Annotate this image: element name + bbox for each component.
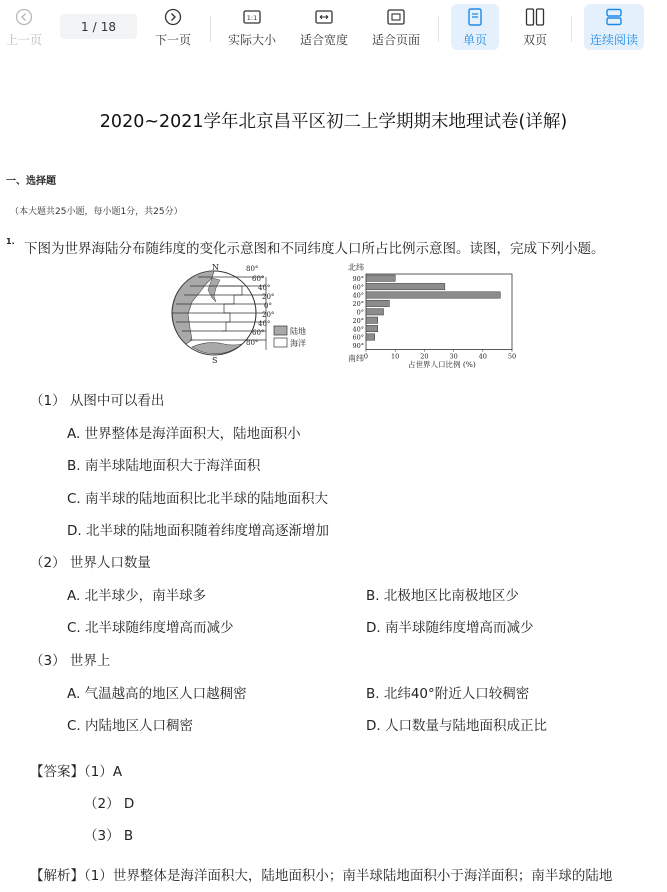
actual-size-label: 实际大小 [227,33,276,47]
chart-x-tick-label: 20 [420,352,429,361]
chevron-right-circle-icon [164,6,182,28]
globe-diagram [172,263,306,365]
globe-lat-label: 80° [246,339,259,347]
globe-south-label: S [212,356,218,365]
sub3-option-c: C. 内陆地区人口稠密 [67,718,194,734]
sub2-option-d: D. 南半球随纬度增高而减少 [366,620,534,636]
page-title: 2020~2021学年北京昌平区初二上学期期末地理试卷(详解) [99,112,568,132]
chart-bar [366,317,378,323]
toolbar-divider [438,16,439,42]
chart-x-tick-label: 10 [391,352,400,361]
chart-bar [366,283,445,289]
globe-lat-label: 60° [252,329,265,337]
actual-size-button[interactable] [224,4,280,50]
sub1-option-a: A. 世界整体是海洋面积大，陆地面积小 [67,426,301,442]
globe-north-label: N [212,263,219,272]
chart-category-label: 90° [352,274,364,283]
analysis-body: （1）世界整体是海洋面积大，陆地面积小；南半球陆地面积小于海洋面积；南半球的陆地 [84,868,613,884]
chart-category-label: 40° [352,325,364,334]
chart-x-tick-label: 0 [363,352,369,361]
question-number: 1. [6,237,15,246]
analysis-text [30,864,612,884]
svg-text:1:1: 1:1 [246,14,258,22]
toolbar-divider [571,16,572,42]
chart-category-label: 60° [352,283,364,292]
page-current: 1 [81,19,89,34]
subquestion-3-label: （3） 世界上 [30,653,111,669]
fit-width-icon [315,6,333,28]
single-page-icon [467,6,483,28]
chart-category-label: 20° [352,316,364,325]
globe-lat-label: 80° [246,265,259,273]
chevron-left-circle-icon [15,6,33,28]
question-stem: 下图为世界海陆分布随纬度的变化示意图和不同纬度人口所占比例示意图。读图，完成下列小题。 [24,241,605,257]
sub1-option-c: C. 南半球的陆地面积比北半球的陆地面积大 [67,491,329,507]
globe-lat-label: 40° [258,320,271,328]
section-note: （本大题共25小题，每小题1分，共25分） [10,207,183,217]
sub3-option-a: A. 气温越高的地区人口越稠密 [67,686,247,702]
sub3-option-d: D. 人口数量与陆地面积成正比 [366,718,547,734]
prev-page-label: 上一页 [5,33,42,47]
chart-x-tick-label: 40 [478,352,487,361]
sub2-option-c: C. 北半球随纬度增高而减少 [67,620,234,636]
toolbar-divider [210,16,211,42]
sub1-option-d: D. 北半球的陆地面积随着纬度增高逐渐增加 [67,523,329,539]
answer-2: （2） D [84,796,135,812]
population-bar-chart [348,262,516,369]
globe-lat-label: 40° [258,284,271,292]
globe-lat-label: 20° [262,311,275,319]
chart-bar [366,325,378,331]
page-total: 18 [100,19,116,34]
continuous-read-button[interactable] [584,4,644,50]
single-page-button[interactable] [451,4,499,50]
chart-x-tick-label: 50 [507,352,517,361]
actual-size-icon [243,6,261,28]
next-page-button[interactable] [150,4,196,50]
double-page-label: 双页 [522,33,547,47]
page-number-input[interactable] [60,14,137,39]
sub2-option-a: A. 北半球少，南半球多 [67,588,207,604]
sub2-option-b: B. 北极地区比南极地区少 [366,588,519,604]
fit-width-label: 适合宽度 [299,33,348,47]
chart-category-label: 60° [352,333,364,342]
single-page-label: 单页 [462,33,487,47]
chart-bar [366,275,395,281]
continuous-read-icon [605,6,623,28]
chart-top-label: 北纬 [348,263,364,272]
chart-x-axis-title: 占世界人口比例 (%) [408,360,476,369]
viewer-toolbar [0,0,667,56]
fit-page-button[interactable] [368,4,424,50]
legend-land-swatch [274,326,287,335]
legend-sea-label: 海洋 [290,339,306,348]
globe-lat-label: 60° [252,275,265,283]
fit-page-label: 适合页面 [371,33,420,47]
section-heading: 一、选择题 [6,176,56,187]
chart-x-tick-label: 30 [449,352,458,361]
legend-sea-swatch [274,338,287,347]
chart-bar [366,292,500,298]
answer-label [30,760,122,780]
document-page [0,56,667,892]
sub3-option-b: B. 北纬40°附近人口较稠密 [366,686,530,702]
fit-width-button[interactable] [296,4,352,50]
globe-lat-label: 20° [262,293,275,301]
globe-lat-label: 0° [264,302,272,310]
next-page-label: 下一页 [154,33,191,47]
sub1-option-b: B. 南半球陆地面积大于海洋面积 [67,458,261,474]
chart-bar [366,334,375,340]
chart-category-label: 40° [352,291,364,300]
double-page-icon [525,6,545,28]
subquestion-1-label: （1） 从图中可以看出 [30,393,165,409]
chart-bottom-label: 南纬 [348,354,364,363]
page-separator: / [92,19,97,34]
answer-1: （1）A [84,764,123,780]
question-figure [168,262,518,378]
answer-3: （3） B [84,828,134,844]
continuous-read-label: 连续阅读 [589,33,638,47]
legend-land-label: 陆地 [290,327,306,336]
fit-page-icon [387,6,405,28]
chart-category-label: 20° [352,300,364,309]
answer-heading: 【答案】 [30,764,84,780]
chart-category-label: 90° [352,342,364,351]
subquestion-2-label: （2） 世界人口数量 [30,555,151,571]
chart-bar [366,300,389,306]
chart-bar [366,309,384,315]
analysis-heading: 【解析】 [30,868,84,884]
double-page-button[interactable] [512,4,558,50]
chart-category-label: 0° [356,308,364,317]
prev-page-button[interactable] [2,4,46,50]
